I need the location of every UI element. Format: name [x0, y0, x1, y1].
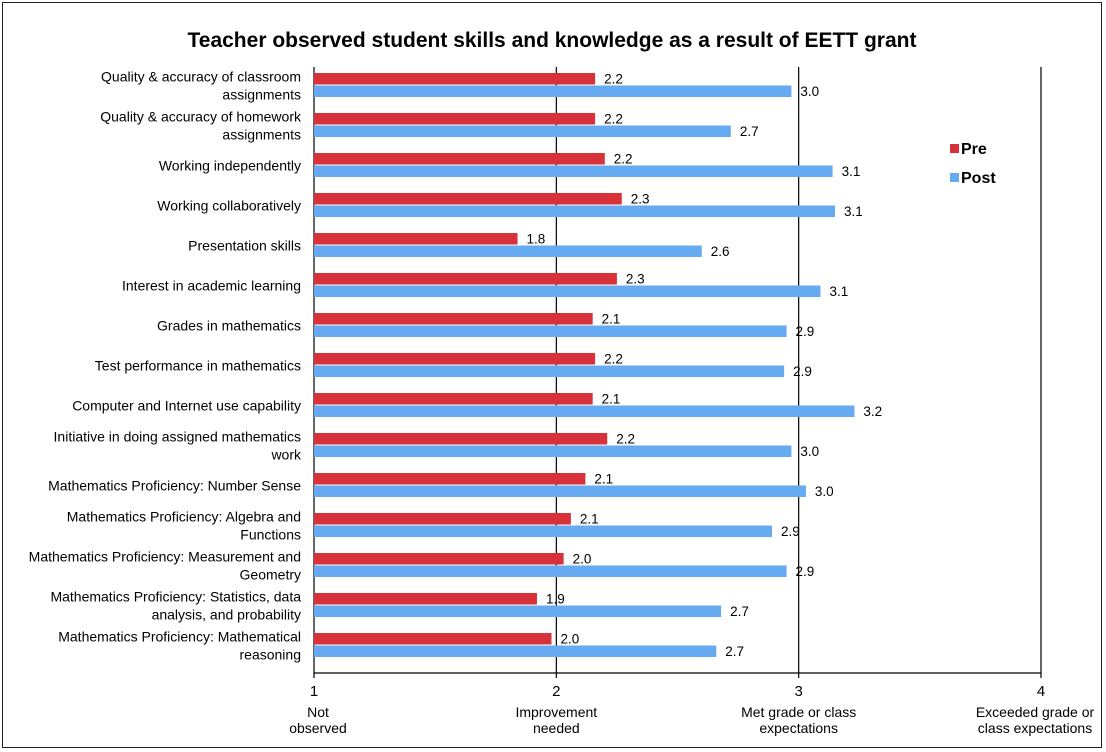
legend-label-pre: Pre	[961, 141, 987, 158]
bar-pre-10	[314, 433, 607, 445]
bar-post-8	[314, 366, 784, 378]
legend-swatch-post	[950, 173, 959, 182]
value-label-pre-2: 2.2	[604, 111, 623, 127]
category-label-15-line-1: Mathematics Proficiency: Mathematical	[58, 628, 301, 645]
bar-post-11	[314, 486, 806, 498]
x-tick-label-2: 2	[552, 683, 561, 700]
category-label-8-line-1: Test performance in mathematics	[94, 357, 301, 374]
bar-pre-14	[314, 593, 537, 605]
bar-pre-1	[314, 73, 595, 85]
bar-post-1	[314, 86, 791, 98]
x-tick-desc-3-2: expectations	[759, 720, 838, 736]
category-label-10-line-2: work	[271, 446, 301, 463]
value-label-post-14: 2.7	[730, 604, 749, 619]
category-label-13-line-2: Geometry	[239, 566, 301, 583]
x-tick-desc-4-2: class expectations	[977, 720, 1093, 736]
value-label-pre-12: 2.1	[579, 511, 599, 527]
category-label-14-line-2: analysis, and probability	[151, 606, 301, 623]
value-label-pre-6: 2.3	[625, 271, 645, 287]
value-label-pre-13: 2.0	[572, 551, 592, 567]
category-label-9-line-1: Computer and Internet use capability	[72, 397, 301, 414]
value-label-post-4: 3.1	[844, 204, 863, 219]
category-label-7-line-1: Grades in mathematics	[157, 317, 301, 334]
value-label-pre-7: 2.1	[601, 311, 621, 327]
bar-pre-15	[314, 633, 551, 645]
value-label-pre-14: 1.9	[545, 591, 565, 607]
bar-post-15	[314, 646, 716, 658]
x-tick-desc-2-1: Improvement	[515, 704, 598, 720]
x-tick-label-4: 4	[1036, 683, 1046, 700]
x-axis-ticks-group	[289, 683, 1094, 736]
category-label-2-line-1: Quality & accuracy of homework	[100, 108, 301, 125]
category-labels-group	[29, 69, 302, 663]
bar-pre-8	[314, 353, 595, 365]
value-label-post-11: 3.0	[814, 484, 834, 499]
value-label-post-13: 2.9	[795, 564, 815, 579]
category-label-10-line-1: Initiative in doing assigned mathematics	[53, 428, 301, 445]
bar-pre-13	[314, 553, 564, 565]
bar-post-13	[314, 566, 787, 578]
bar-pre-9	[314, 393, 593, 405]
value-label-post-1: 3.0	[800, 84, 820, 99]
value-label-post-7: 2.9	[795, 324, 815, 339]
x-tick-desc-2-2: needed	[532, 720, 580, 736]
category-label-12-line-1: Mathematics Proficiency: Algebra and	[66, 508, 301, 525]
bar-post-14	[314, 606, 721, 618]
category-label-4-line-1: Working collaboratively	[157, 197, 301, 214]
x-tick-label-1: 1	[309, 683, 319, 700]
bar-pre-4	[314, 193, 622, 205]
value-label-pre-8: 2.2	[604, 351, 623, 367]
category-label-14-line-1: Mathematics Proficiency: Statistics, data	[50, 588, 301, 605]
legend-label-post: Post	[961, 170, 996, 187]
value-label-pre-5: 1.8	[526, 231, 546, 247]
category-label-15-line-2: reasoning	[239, 646, 301, 663]
value-label-pre-10: 2.2	[616, 431, 636, 447]
bar-post-12	[314, 526, 772, 538]
bar-pre-6	[314, 273, 617, 285]
bar-post-10	[314, 446, 791, 458]
bar-pre-12	[314, 513, 571, 525]
x-tick-desc-4-1: Exceeded grade or	[975, 704, 1095, 720]
category-label-1-line-1: Quality & accuracy of classroom	[101, 68, 301, 85]
value-label-pre-1: 2.2	[604, 71, 623, 87]
value-label-post-15: 2.7	[725, 644, 745, 659]
bar-pre-3	[314, 153, 605, 165]
value-label-pre-4: 2.3	[630, 191, 650, 207]
bar-post-5	[314, 246, 702, 258]
x-tick-desc-1-2: observed	[289, 720, 347, 736]
value-label-post-10: 3.0	[800, 444, 820, 459]
bar-post-6	[314, 286, 820, 298]
x-tick-desc-3-1: Met grade or class	[741, 704, 857, 720]
bar-post-7	[314, 326, 787, 338]
category-label-13-line-1: Mathematics Proficiency: Measurement and	[28, 548, 301, 565]
bar-pre-11	[314, 473, 585, 485]
bar-chart	[3, 3, 1103, 749]
value-label-pre-15: 2.0	[560, 631, 580, 647]
legend	[950, 141, 996, 187]
bar-post-9	[314, 406, 854, 418]
value-label-post-8: 2.9	[793, 364, 812, 379]
bar-post-3	[314, 166, 833, 178]
category-label-2-line-2: assignments	[222, 126, 301, 143]
chart-title: Teacher observed student skills and knowledge as a result of EETT grant	[187, 29, 917, 52]
bars-group	[314, 73, 854, 657]
value-label-pre-9: 2.1	[601, 391, 621, 407]
category-label-11-line-1: Mathematics Proficiency: Number Sense	[48, 477, 301, 494]
value-label-pre-3: 2.2	[613, 151, 633, 167]
value-label-post-9: 3.2	[863, 404, 883, 419]
value-label-post-5: 2.6	[710, 244, 730, 259]
value-label-post-3: 3.1	[841, 164, 861, 179]
category-label-3-line-1: Working independently	[158, 157, 301, 174]
bar-pre-2	[314, 113, 595, 125]
category-label-6-line-1: Interest in academic learning	[122, 277, 301, 294]
category-label-12-line-2: Functions	[240, 526, 301, 543]
value-label-post-6: 3.1	[829, 284, 849, 299]
x-tick-label-3: 3	[794, 683, 803, 700]
value-label-post-12: 2.9	[781, 524, 800, 539]
x-tick-desc-1-1: Not	[307, 704, 329, 720]
category-label-5-line-1: Presentation skills	[188, 237, 301, 254]
legend-swatch-pre	[950, 144, 959, 153]
bar-pre-5	[314, 233, 518, 245]
bar-post-2	[314, 126, 731, 138]
category-label-1-line-2: assignments	[222, 86, 301, 103]
chart-frame	[2, 2, 1102, 748]
value-label-pre-11: 2.1	[594, 471, 614, 487]
bar-post-4	[314, 206, 835, 218]
bar-pre-7	[314, 313, 593, 325]
value-label-post-2: 2.7	[739, 124, 759, 139]
